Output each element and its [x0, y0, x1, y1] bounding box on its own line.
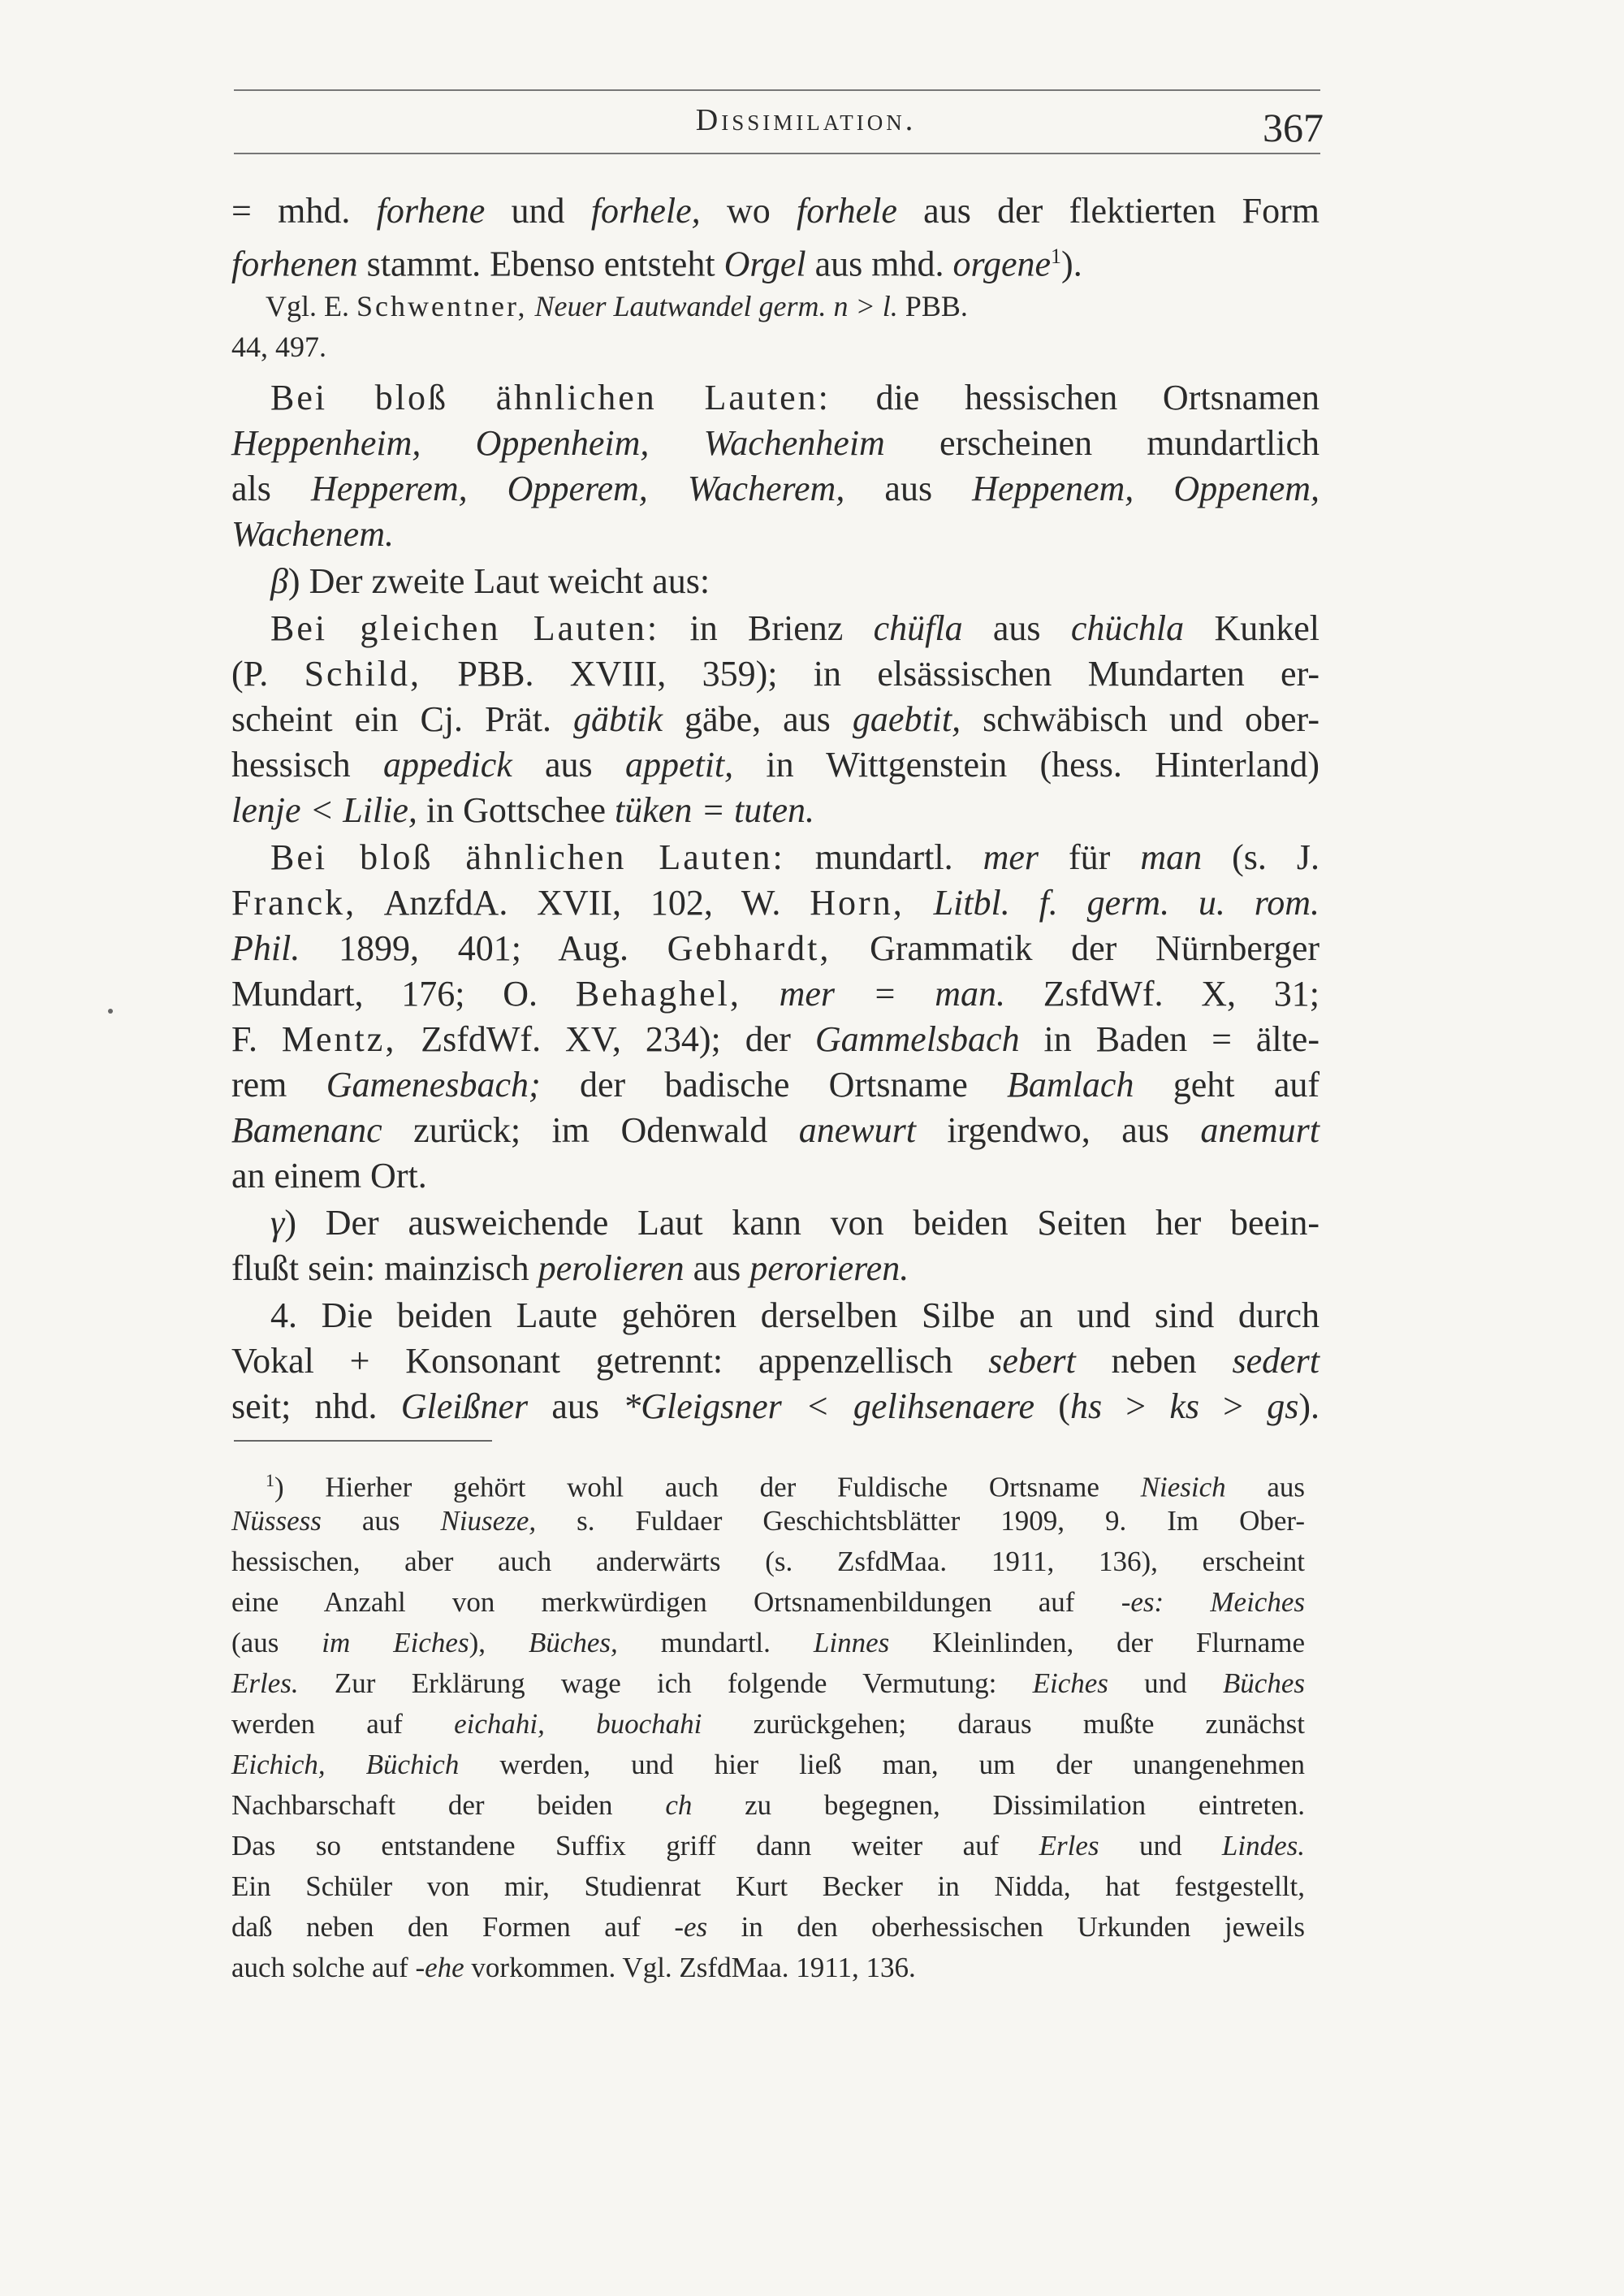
footnote-rule	[234, 1440, 492, 1442]
text-line-19: F. Mentz, ZsfdWf. XV, 234); der Gammelsbach in Baden = älte-	[231, 1019, 1320, 1059]
text-line-3-reference: Vgl. E. Schwentner, Neuer Lautwandel germ. n > l. PBB.	[266, 290, 968, 322]
footnote-line-2: Nüssess aus Niuseze, s. Fuldaer Geschichtsblätter 1909, 9. Im Ober-	[231, 1505, 1305, 1537]
header-rule-top	[234, 89, 1320, 91]
text-line-26: Vokal + Konsonant getrennt: appenzellisch sebert neben sedert	[231, 1341, 1320, 1381]
text-line-1: = mhd. forhene und forhele, wo forhele aus der flektierten Form	[231, 191, 1320, 231]
footnote-line-6: Erles. Zur Erklärung wage ich folgende Vermutung: Eiches und Büches	[231, 1667, 1305, 1699]
footnote-line-4: eine Anzahl von merkwürdigen Ortsnamenbildungen auf -es: Meiches	[231, 1586, 1305, 1618]
footnote-line-10: Das so entstandene Suffix griff dann weiter auf Erles und Lindes.	[231, 1830, 1305, 1861]
header-rule-bottom	[234, 153, 1320, 154]
text-line-24: flußt sein: mainzisch perolieren aus perorieren.	[231, 1248, 909, 1288]
text-line-4-reference: 44, 497.	[231, 331, 326, 363]
page-number: 367	[1263, 105, 1324, 150]
footnote-line-8: Eichich, Büchich werden, und hier ließ man, um der unangenehmen	[231, 1749, 1306, 1780]
text-line-14: lenje < Lilie, in Gottschee tüken = tuten.	[231, 790, 814, 830]
text-line-25: 4. Die beiden Laute gehören derselben Silbe an und sind durch	[270, 1295, 1320, 1335]
footnote-line-12: daß neben den Formen auf -es in den oberhessischen Urkunden jeweils	[231, 1911, 1305, 1943]
text-line-17: Phil. 1899, 401; Aug. Gebhardt, Grammatik der Nürnberger	[231, 928, 1320, 968]
footnote-line-13: auch solche auf -ehe vorkommen. Vgl. ZsfdMaa. 1911, 136.	[231, 1952, 916, 1983]
text-line-5: Bei bloß ähnlichen Lauten: die hessischen Ortsnamen	[270, 378, 1320, 417]
text-line-8: Wachenem.	[231, 514, 394, 554]
footnote-line-5: (aus im Eiches), Büches, mundartl. Linnes Kleinlinden, der Flurname	[231, 1627, 1305, 1658]
footnote-line-3: hessischen, aber auch anderwärts (s. ZsfdMaa. 1911, 136), erscheint	[231, 1546, 1305, 1577]
text-line-18: Mundart, 176; O. Behaghel, mer = man. ZsfdWf. X, 31;	[231, 974, 1320, 1014]
footnote-line-1: $^1$) Hierher gehört wohl auch der Fuldische Ortsname Niesich aus	[266, 1470, 1305, 1503]
text-line-20: rem Gamenesbach; der badische Ortsname Bamlach geht auf	[231, 1065, 1320, 1105]
text-line-16: Franck, AnzfdA. XVII, 102, W. Horn, Litbl. f. germ. u. rom.	[231, 883, 1320, 923]
text-line-2: forhenen stammt. Ebenso entsteht Orgel aus mhd. orgene$^1$).	[231, 244, 1082, 284]
text-line-15: Bei bloß ähnlichen Lauten: mundartl. mer für man (s. J.	[270, 837, 1320, 877]
running-header-title: Dissimilation.	[695, 103, 917, 137]
text-line-6: Heppenheim, Oppenheim, Wachenheim erscheinen mundartlich	[231, 423, 1320, 463]
text-line-7: als Hepperem, Opperem, Wacherem, aus Heppenem, Oppenem,	[231, 469, 1320, 508]
text-line-10: Bei gleichen Lauten: in Brienz chüfla aus chüchla Kunkel	[270, 608, 1320, 648]
footnote-line-9: Nachbarschaft der beiden ch zu begegnen, Dissimilation eintreten.	[231, 1789, 1305, 1821]
text-line-22: an einem Ort.	[231, 1156, 427, 1196]
text-line-27: seit; nhd. Gleißner aus *Gleigsner < gelihsenaere (hs > ks > gs).	[231, 1386, 1320, 1426]
margin-dot	[108, 1009, 113, 1014]
text-line-23: γ) Der ausweichende Laut kann von beiden Seiten her beein-	[270, 1203, 1320, 1243]
text-line-12: scheint ein Cj. Prät. gäbtik gäbe, aus gaebtit, schwäbisch und ober-	[231, 699, 1320, 739]
footnote-line-7: werden auf eichahi, buochahi zurückgehen; daraus mußte zunächst	[231, 1708, 1306, 1740]
footnote-line-11: Ein Schüler von mir, Studienrat Kurt Becker in Nidda, hat festgestellt,	[231, 1870, 1305, 1902]
text-line-21: Bamenanc zurück; im Odenwald anewurt irgendwo, aus anemurt	[231, 1110, 1320, 1150]
text-line-11: (P. Schild, PBB. XVIII, 359); in elsässischen Mundarten er-	[231, 654, 1320, 694]
text-line-13: hessisch appedick aus appetit, in Wittgenstein (hess. Hinterland)	[231, 745, 1320, 785]
text-line-9: β) Der zweite Laut weicht aus:	[270, 561, 710, 601]
